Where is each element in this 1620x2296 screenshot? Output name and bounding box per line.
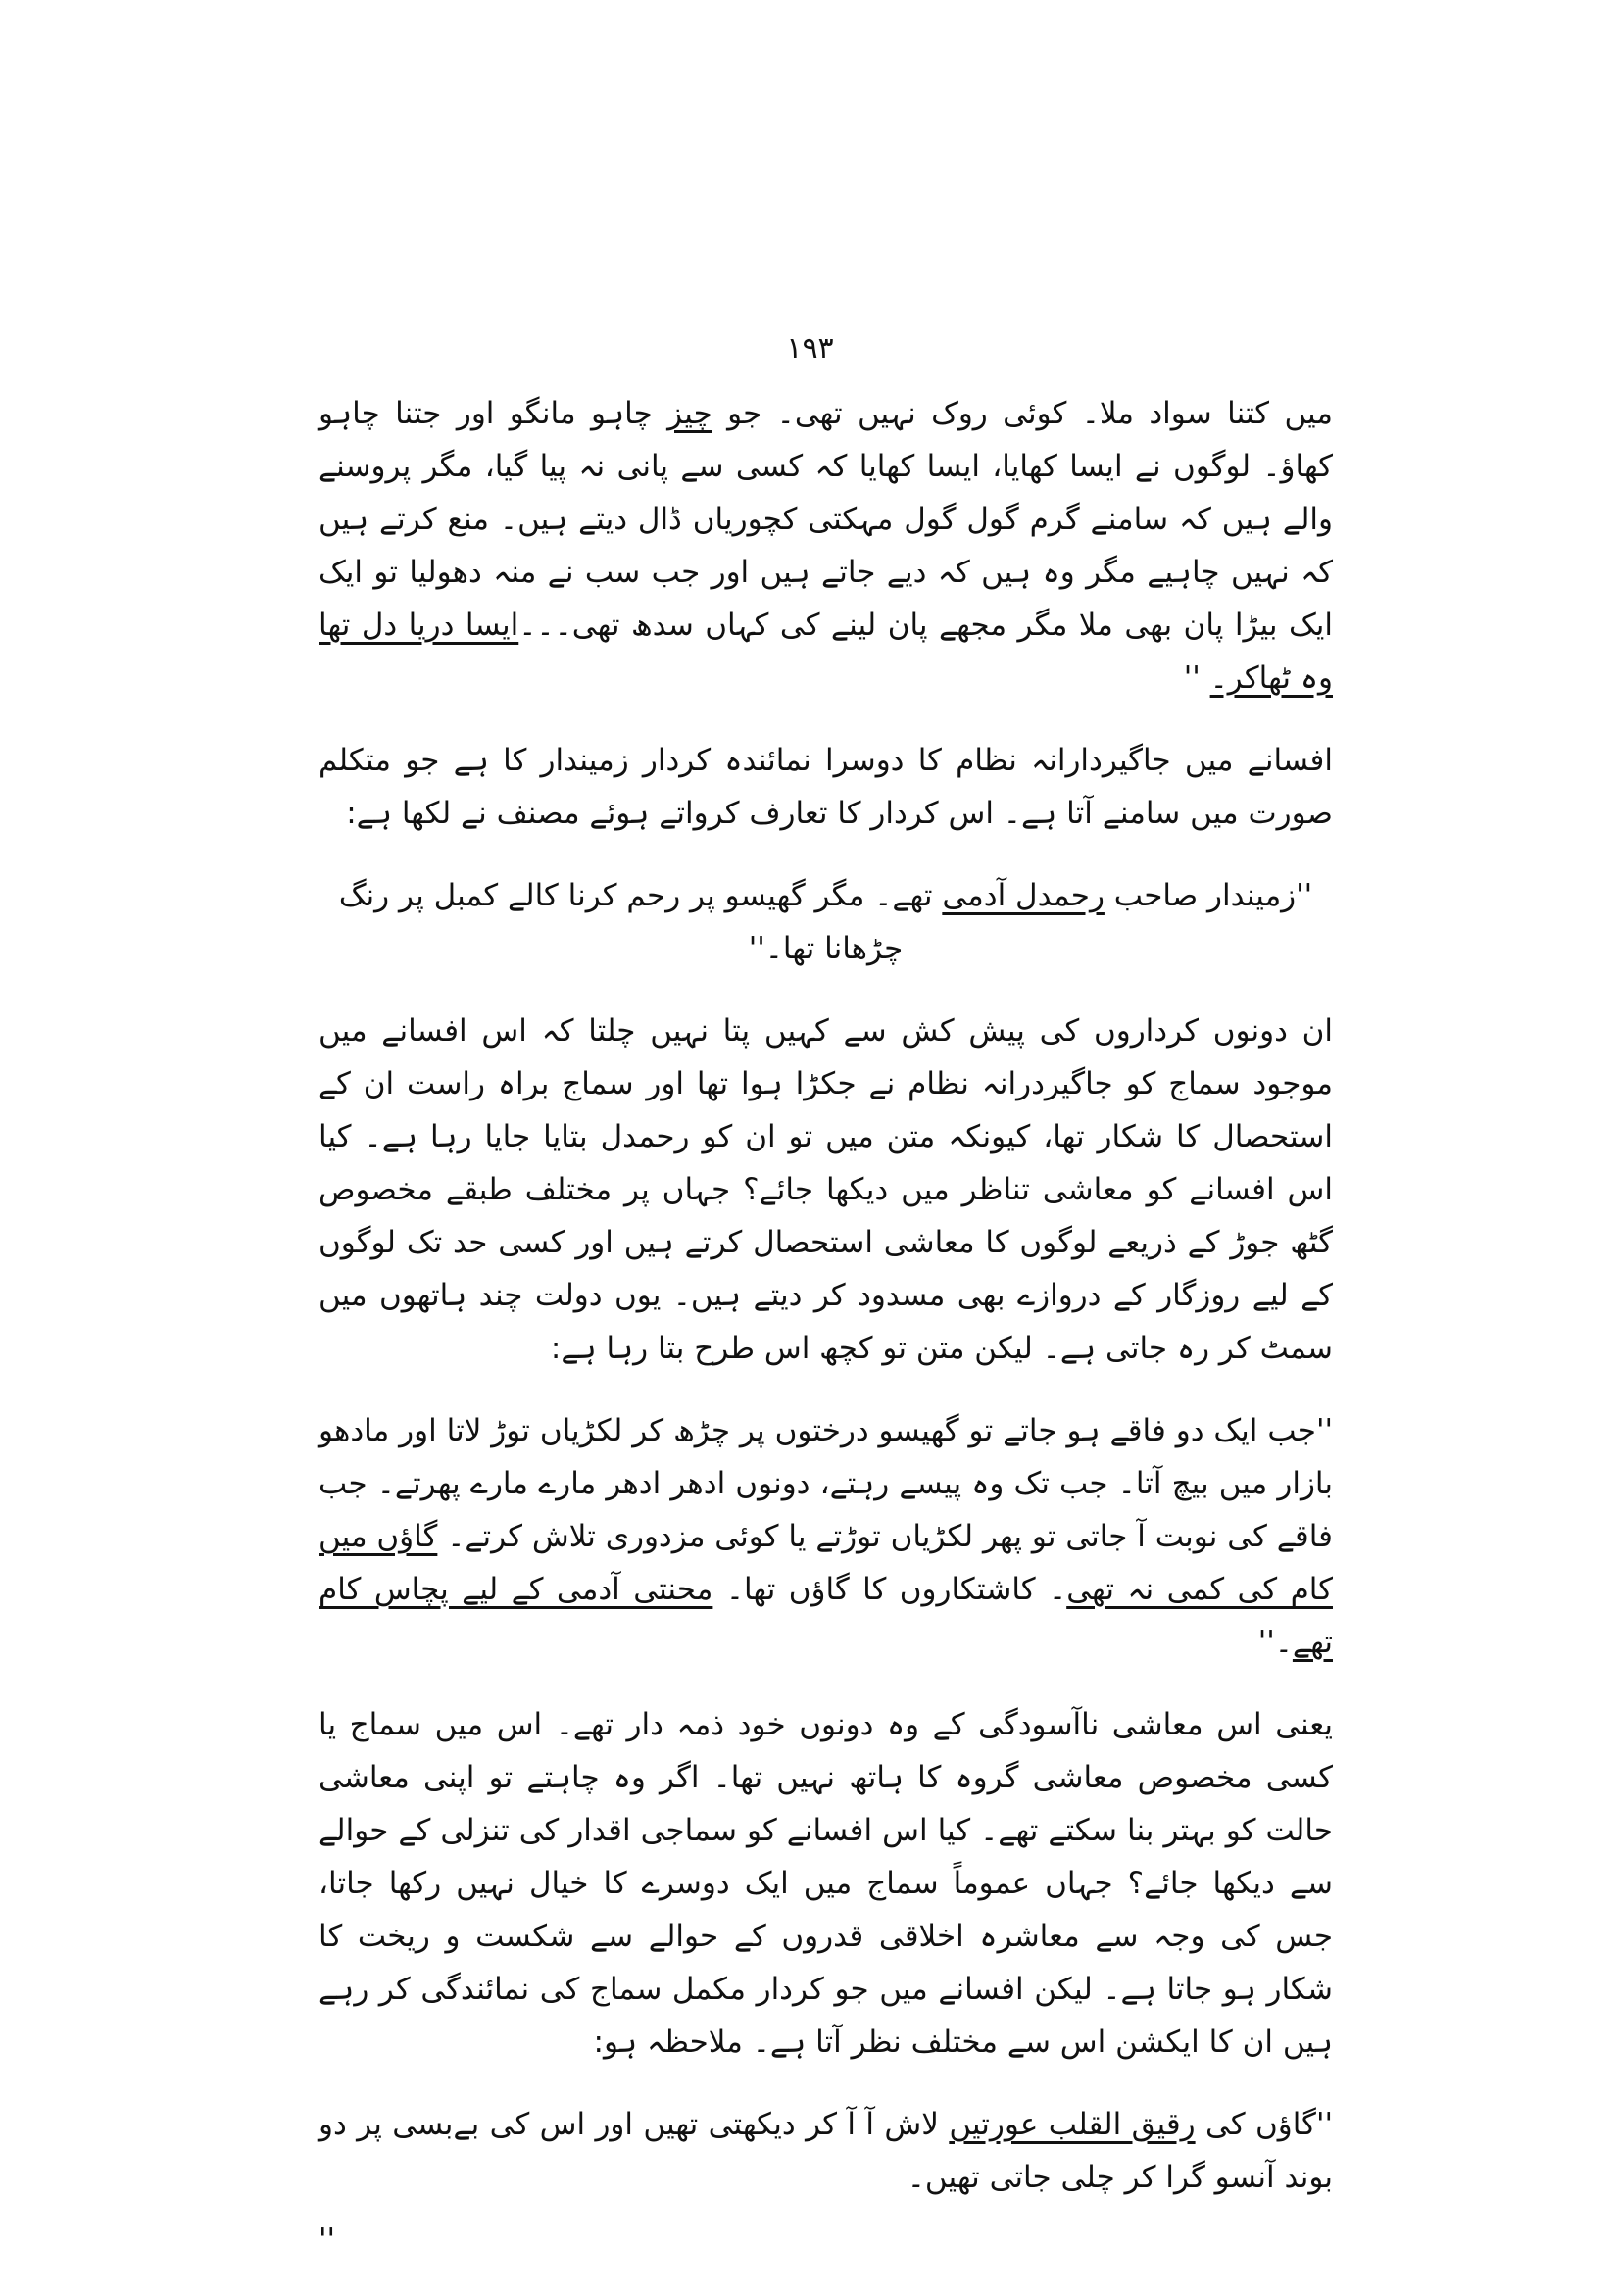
body-text [319, 387, 1333, 2296]
text-segment: ''زمیندار صاحب [1104, 878, 1313, 913]
underlined-text: گاؤں میں کام کی کمی نہ تھی [319, 1519, 1333, 1607]
page-number: ۱۹۳ [786, 331, 834, 366]
text-segment: یعنی اس معاشی ناآسودگی کے وہ دونوں خود ذمہ دار تھے۔ اس میں سماج یا کسی مخصوص معاشی گروہ کا ہاتھ نہیں تھا۔ اگر وہ چاہتے تو اپنی معاشی حالت کو بہتر بنا سکتے تھے۔ کیا اس افسانے کو سماجی اقدار کی تنزلی کے حوالے سے دیکھا جائے؟ جہاں عموماً سماج میں ایک دوسرے کا خیال نہیں رکھا جاتا، جس کی وجہ سے معاشرہ اخلاقی قدروں کے حوالے سے شکست و ریخت کا شکار ہو جاتا ہے۔ لیکن افسانے میں جو کردار مکمل سماج کی نمائندگی کر رہے ہیں ان کا ایکشن اس سے مختلف نظر آتا ہے۔ ملاحظہ ہو: [319, 1707, 1333, 2060]
text-segment: افسانے میں جاگیردارانہ نظام کا دوسرا نمائندہ کردار زمیندار کا ہے جو متکلم صورت میں سامنے آتا ہے۔ اس کردار کا تعارف کرواتے ہوئے مصنف نے لکھا ہے: [319, 743, 1333, 831]
text-segment: تھے۔ مگر گھیسو پر رحم کرنا کالے کمبل پر رنگ چڑھانا تھا۔'' [338, 878, 943, 966]
paragraph-zamindar-intro [319, 734, 1333, 840]
quote-ghisu [319, 1404, 1333, 1669]
text-segment: ان دونوں کرداروں کی پیش کش سے کہیں پتا نہیں چلتا کہ اس افسانے میں موجود سماج کو جاگیردرانہ نظام نے جکڑا ہوا تھا اور سماج براہ راست ان کے استحصال کا شکار تھا، کیونکہ متن میں تو ان کو رحمدل بتایا جایا رہا ہے۔ کیا اس افسانے کو معاشی تناظر میں دیکھا جائے؟ جہاں پر مختلف طبقے مخصوص گٹھ جوڑ کے ذریعے لوگوں کا معاشی استحصال کرتے ہیں اور کسی حد تک لوگوں کے لیے روزگار کے دروازے بھی مسدود کر دیتے ہیں۔ یوں دولت چند ہاتھوں میں سمٹ کر رہ جاتی ہے۔ لیکن متن تو کچھ اس طرح بتا رہا ہے: [319, 1013, 1333, 1366]
underlined-text: ایسا دریا دل تھا وہ ٹھاکر۔ [319, 608, 1333, 696]
text-segment: ۔'' [1257, 1625, 1293, 1660]
text-segment: میں کتنا سواد ملا۔ کوئی روک نہیں تھی۔ جو [712, 396, 1333, 431]
paragraph-analysis-social [319, 1698, 1333, 2069]
underlined-text: چیز [667, 396, 712, 431]
text-segment: ۔ کاشتکاروں کا گاؤں تھا۔ [712, 1572, 1067, 1607]
underlined-text: رقیق القلب عورتیں [949, 2107, 1196, 2142]
text-segment: لاش آ آ کر دیکھتی تھیں اور اس کی بےبسی پر دو بوند آنسو گرا کر چلی جاتی تھیں۔ [319, 2107, 1333, 2195]
underlined-text: محنتی آدمی کے لیے پچاس کام تھے [319, 1572, 1333, 1660]
quote-village-women [319, 2098, 1333, 2204]
underlined-text: رحمدل آدمی [942, 878, 1105, 913]
text-segment: '' [1183, 660, 1210, 696]
paragraph-quote-thakur [319, 387, 1333, 705]
quote-zamindar [319, 869, 1333, 975]
text-segment: ''جب ایک دو فاقے ہو جاتے تو گھیسو درختوں پر چڑھ کر لکڑیاں توڑ لاتا اور مادھو بازار میں بیچ آتا۔ جب تک وہ پیسے رہتے، دونوں ادھر ادھر مارے مارے پھرتے۔ جب فاقے کی نوبت آ جاتی تو پھر لکڑیاں توڑتے یا کوئی مزدوری تلاش کرتے۔ [319, 1413, 1333, 1554]
text-segment: چاہو مانگو اور جتنا چاہو کھاؤ۔ لوگوں نے ایسا کھایا، ایسا کھایا کہ کسی سے پانی نہ پیا گیا، مگر پروسنے والے ہیں کہ سامنے گرم گول گول مہکتی کچوریاں ڈال دیتے ہیں۔ منع کرتے ہیں کہ نہیں چاہیے مگر وہ ہیں کہ دیے جاتے ہیں اور جب سب نے منہ دھولیا تو ایک ایک بیڑا پان بھی ملا مگر مجھے پان لینے کی کہاں سدھ تھی۔۔۔ [319, 396, 1333, 643]
paragraph-analysis-economic [319, 1004, 1333, 1375]
closing-quote-mark: '' [319, 2223, 336, 2258]
text-segment: ''گاؤں کی [1195, 2107, 1333, 2142]
